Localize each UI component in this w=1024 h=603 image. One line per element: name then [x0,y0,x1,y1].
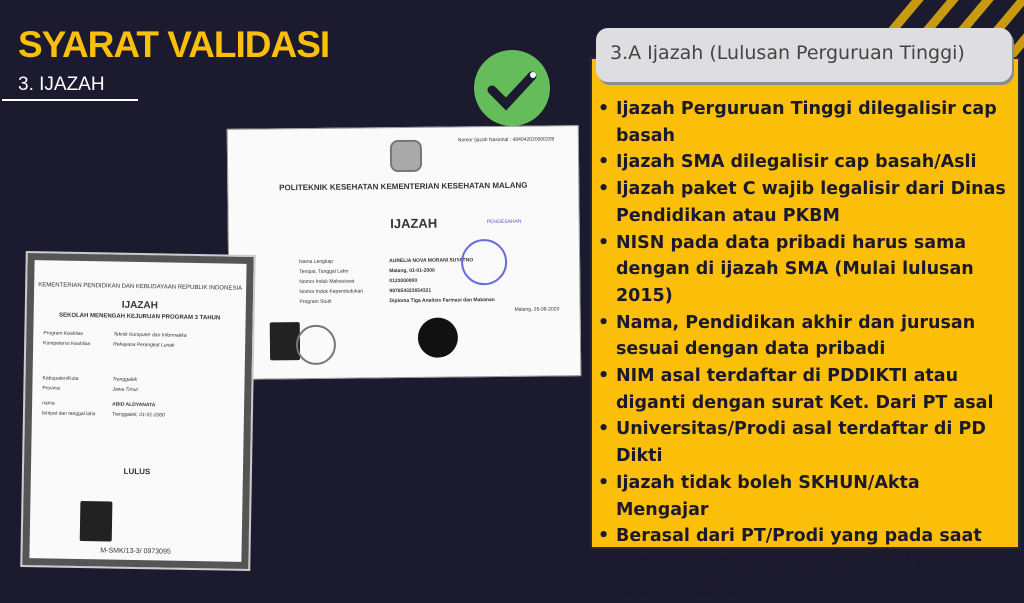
diploma-smk-image [22,253,253,569]
stamp-text: PENGESAHAN [486,218,522,226]
field-row: Kabupaten/Kota Trenggalek [42,375,138,383]
requirements-list [598,96,1018,603]
field-row: Nomor Induk Kependudukan 987654323654321 [299,287,432,296]
student-photo [80,501,113,542]
school-type: SEKOLAH MENENGAH KEJURUAN PROGRAM 3 TAHUN [58,312,221,322]
field-row: Nomor Induk Mahasiswa 0123000000 [299,277,418,286]
serial-number: M-SMK/13-3/ 0973095 [100,547,171,556]
institution-name: POLITEKNIK KESEHATAN KEMENTERIAN KESEHATAN MALANG [279,180,528,193]
list-item: • Ijazah paket C wajib legalisir dari Dinas Pendidikan atau PKBM [598,176,1018,229]
field-row: Nama Lengkap AURELIA NOVA MORANI SUYATNO [299,257,474,266]
emboss-seal [418,317,458,357]
diploma-pt-image [227,125,582,380]
diploma-number: Nomor Ijazah Nasional : 484042020000209 [457,136,555,144]
list-item: • Berasal dari PT/Prodi yang pada saat ijazah diterbitkan terdaftar di PD Dikti (terakreditasi) [598,523,1018,603]
slide-subtitle: 3. IJAZAH [18,74,105,95]
list-item: • Universitas/Prodi asal terdaftar di PD Dikti [598,416,1018,469]
diploma-heading: IJAZAH [121,299,158,312]
field-row: Program Keahlian Teknik Komputer dan Informatika [43,330,187,339]
field-row: Program Studi Diploma Tiga Analisis Farmasi dan Makanan [299,297,495,306]
field-row: Kompetensi Keahlian Rekayasa Perangkat Lunak [43,340,175,349]
place-date: Malang, 26-08-2020 [514,306,560,313]
panel-header: 3.A Ijazah (Lulusan Perguruan Tinggi) [596,28,1012,82]
result-text: LULUS [123,466,151,477]
diploma-heading: IJAZAH [390,215,438,232]
list-item: • NIM asal terdaftar di PDDIKTI atau diganti dengan surat Ket. Dari PT asal [598,363,1018,416]
field-row: Tempat, Tanggal Lahir Malang, 01-01-2000 [299,267,435,276]
check-icon [474,50,550,126]
field-row: nama ABID ALDYANATA [42,400,156,409]
list-item: • Ijazah SMA dilegalisir cap basah/Asli [598,149,1018,176]
field-row: Provinsi Jawa Timur [42,385,139,393]
ministry-name: KEMENTERIAN PENDIDIKAN DAN KEBUDAYAAN REPUBLIK INDONESIA [38,282,243,292]
stamp-seal [296,325,336,365]
subtitle-underline [2,99,138,101]
list-item: • Ijazah tidak boleh SKHUN/Akta Mengajar [598,470,1018,523]
list-item: • NISN pada data pribadi harus sama dengan di ijazah SMA (Mulai lulusan 2015) [598,230,1018,310]
institution-logo [390,140,422,172]
list-item: • Nama, Pendidikan akhir dan jurusan sesuai dengan data pribadi [598,310,1018,363]
slide-title: SYARAT VALIDASI [18,24,330,65]
list-item: • Ijazah Perguruan Tinggi dilegalisir cap basah [598,96,1018,149]
field-row: tempat dan tanggal lahir Trenggalek, 01-01-2000 [41,410,165,419]
legalisation-stamp [461,239,507,285]
